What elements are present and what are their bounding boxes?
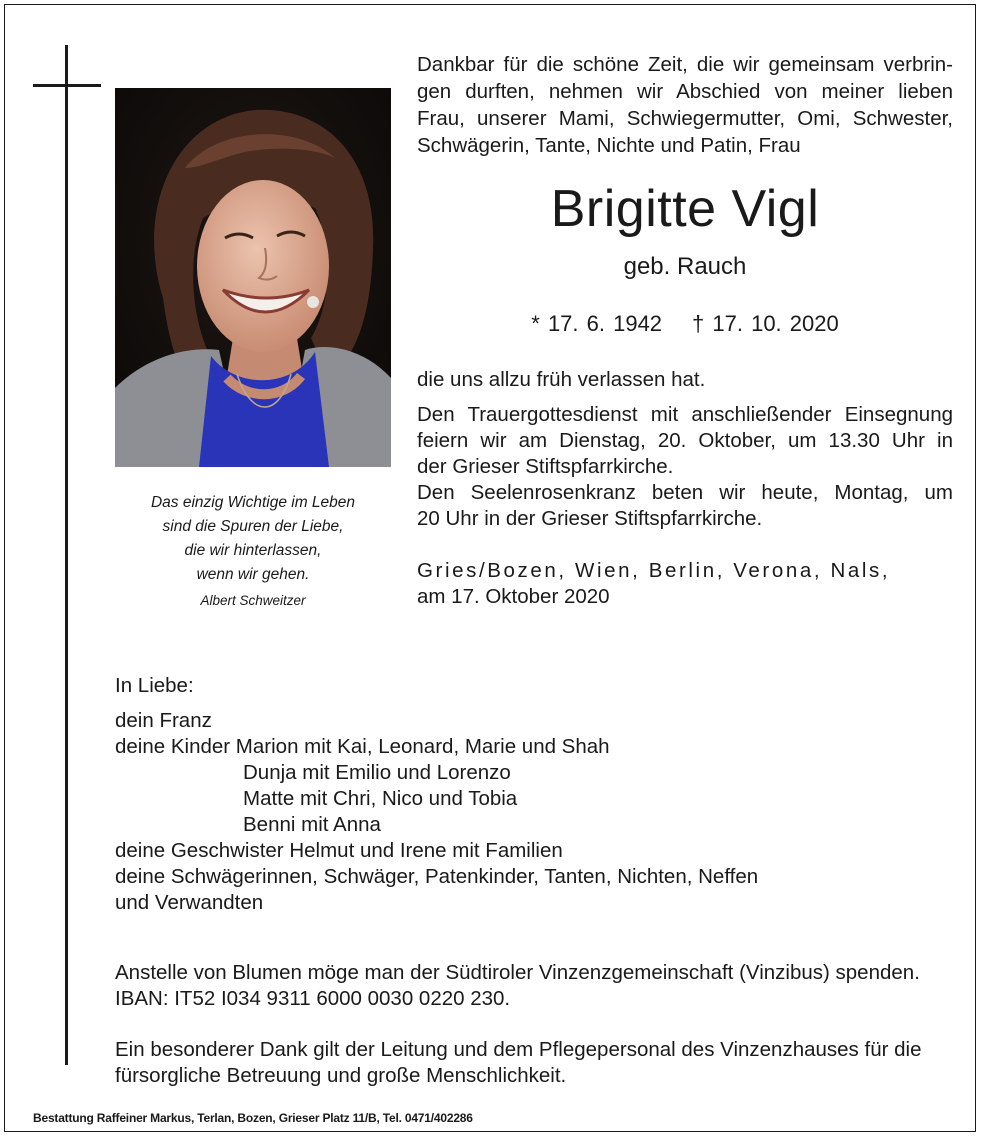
iban-line: IBAN: IT52 I034 9311 6000 0030 0220 230.	[115, 987, 511, 1010]
death-date: † 17. 10. 2020	[692, 311, 839, 336]
quote	[115, 491, 391, 615]
portrait-photo	[115, 88, 391, 467]
quote-line: wenn wir gehen.	[196, 566, 310, 583]
donation-notice	[115, 960, 955, 1012]
family-line: deine Kinder Marion mit Kai, Leonard, Marie und Shah	[115, 735, 610, 758]
quote-line: sind die Spuren der Liebe,	[162, 518, 344, 535]
life-dates	[417, 308, 953, 340]
thanks-line: Ein besonderer Dank gilt der Leitung und dem Pflegepersonal des Vinzenzhauses für die	[115, 1038, 922, 1061]
service-line: Den Trauergottesdienst mit anschließender Einsegnung	[417, 403, 953, 426]
intro-line: Frau, unserer Mami, Schwiegermutter, Omi, Schwester,	[417, 107, 953, 130]
birth-date: * 17. 6. 1942	[531, 311, 663, 336]
intro-line: gen durften, nehmen wir Abschied von meiner lieben	[417, 80, 953, 103]
family-line: dein Franz	[115, 709, 212, 732]
family-line-indented: Benni mit Anna	[243, 813, 381, 836]
family-line: deine Schwägerinnen, Schwäger, Patenkinder, Tanten, Nichten, Neffen	[115, 865, 759, 888]
intro-line: Dankbar für die schöne Zeit, die wir gemeinsam verbrin-	[417, 53, 953, 76]
date-line: am 17. Oktober 2020	[417, 585, 610, 608]
intro-line: Schwägerin, Tante, Nichte und Patin, Frau	[417, 134, 801, 157]
service-line: der Grieser Stiftspfarrkirche.	[417, 455, 674, 478]
obituary-notice	[4, 4, 976, 1132]
service-line: 20 Uhr in der Grieser Stiftspfarrkirche.	[417, 507, 763, 530]
family-line-indented: Matte mit Chri, Nico und Tobia	[243, 787, 518, 810]
early-departure-line: die uns allzu früh verlassen hat.	[417, 368, 706, 391]
intro-text	[417, 51, 953, 159]
quote-author: Albert Schweitzer	[200, 593, 306, 608]
quote-line: Das einzig Wichtige im Leben	[150, 494, 356, 511]
family-heading: In Liebe:	[115, 674, 194, 697]
place-and-date	[417, 558, 953, 610]
places-line: Gries/Bozen, Wien, Berlin, Verona, Nals,	[417, 559, 891, 582]
early-departure-text	[417, 367, 953, 393]
cross-vertical-bar	[65, 45, 68, 1065]
service-details	[417, 402, 953, 532]
thanks-line: fürsorgliche Betreuung und große Menschlichkeit.	[115, 1064, 567, 1087]
deceased-name: Brigitte Vigl	[550, 180, 820, 238]
service-line: feiern wir am Dienstag, 20. Oktober, um 13.30 Uhr in	[417, 429, 953, 452]
family-line: und Verwandten	[115, 891, 264, 914]
family-list	[115, 673, 955, 916]
family-line: deine Geschwister Helmut und Irene mit Familien	[115, 839, 563, 862]
donation-line: Anstelle von Blumen möge man der Südtiroler Vinzenzgemeinschaft (Vinzibus) spenden.	[115, 961, 920, 984]
cross-horizontal-bar	[33, 84, 101, 87]
funeral-home-footer: Bestattung Raffeiner Markus, Terlan, Bozen, Grieser Platz 11/B, Tel. 0471/402286	[33, 1111, 473, 1125]
thanks-notice	[115, 1037, 955, 1089]
family-line-indented: Dunja mit Emilio und Lorenzo	[243, 761, 511, 784]
service-line: Den Seelenrosenkranz beten wir heute, Montag, um	[417, 481, 953, 504]
maiden-name: geb. Rauch	[623, 253, 747, 280]
quote-line: die wir hinterlassen,	[184, 542, 322, 559]
